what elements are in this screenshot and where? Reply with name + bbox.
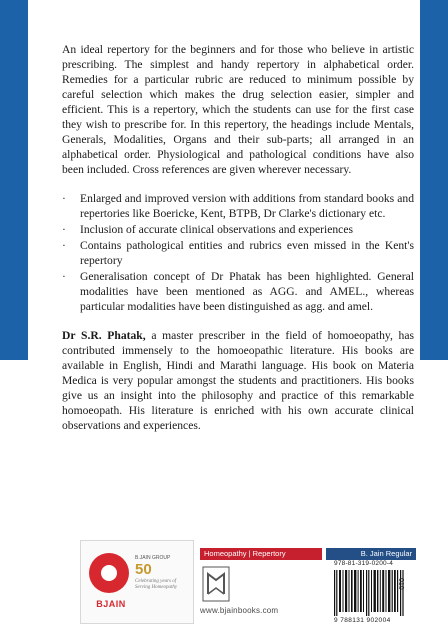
feature-item [62,269,414,314]
feature-item [62,191,414,221]
isbn-number: 978-81-319-0200-4 [334,560,394,567]
barcode-digits: 9 788131 902004 [334,617,391,624]
brand-name: BJAIN [96,599,126,609]
feature-text: Contains pathological entities and rubrics even missed in the Kent's repertory [80,239,414,267]
anniversary-tagline: Celebrating years of Serving Homeopathy [135,579,178,590]
category-label: Homeopathy | Repertory [200,548,322,560]
feature-text: Generalisation concept of Dr Phatak has been highlighted. General modalities have been mentioned as AGG. and AMEL., whereas particular modalities have been distinguished as agg. and amel. [80,270,414,313]
feature-text: Inclusion of accurate clinical observations and experiences [80,223,353,236]
price-code: 010 [397,578,404,590]
author-paragraph [62,328,414,433]
bullet-icon: · [62,223,66,236]
author-bio: a master prescriber in the field of homoeopathy, has contributed immensely to the homoeopathic literature. His books are available in English, Hindi and Marathi language. His book on Materia Medica is very popular amongst the students and practitioners. His books give us an insight into the philosophy and practice of this remarkable homoeopath. His literature is enriched with his own accurate clinical observations and experiences. [62,329,414,432]
publisher-logo-block [80,540,194,624]
back-cover-text [62,42,414,433]
bjain-logo-icon [89,553,129,593]
feature-item [62,238,414,268]
author-name: Dr S.R. Phatak, [62,329,146,342]
bullet-icon: · [62,239,66,252]
feature-text: Enlarged and improved version with additions from standard books and repertories like Boericke, Kent, BTPB, Dr Clarke's dictionary etc. [80,192,414,220]
bullet-icon: · [62,270,66,283]
feature-item [62,222,414,237]
publisher-website-link[interactable]: www.bjainbooks.com [200,606,279,615]
publisher-emblem-icon [202,566,230,602]
feature-list [62,191,414,314]
anniversary-years: 50 [135,561,152,578]
group-name: B.JAIN GROUP [135,555,171,561]
series-label: B. Jain Regular [326,548,416,560]
bullet-icon: · [62,192,66,205]
barcode-block [330,560,416,628]
intro-paragraph: An ideal repertory for the beginners and for those who believe in artistic prescribing. The simplest and handy repertory in alphabetical order. Remedies for a particular rubric are reduced to minimum possible by careful selection which makes the drug selection easier, simpler and efficient. This is a repertory, which the students can use for the first case they wish to prescribe for. In this repertory, the headings include Mentals, Generals, Modalities, Organs and their sub-parts; all arranged in an alphabetical order. Physiological and pathological conditions have also been included. Cross references are given wherever necessary. [62,43,414,176]
barcode-icon [334,570,404,616]
category-strip [200,548,416,560]
